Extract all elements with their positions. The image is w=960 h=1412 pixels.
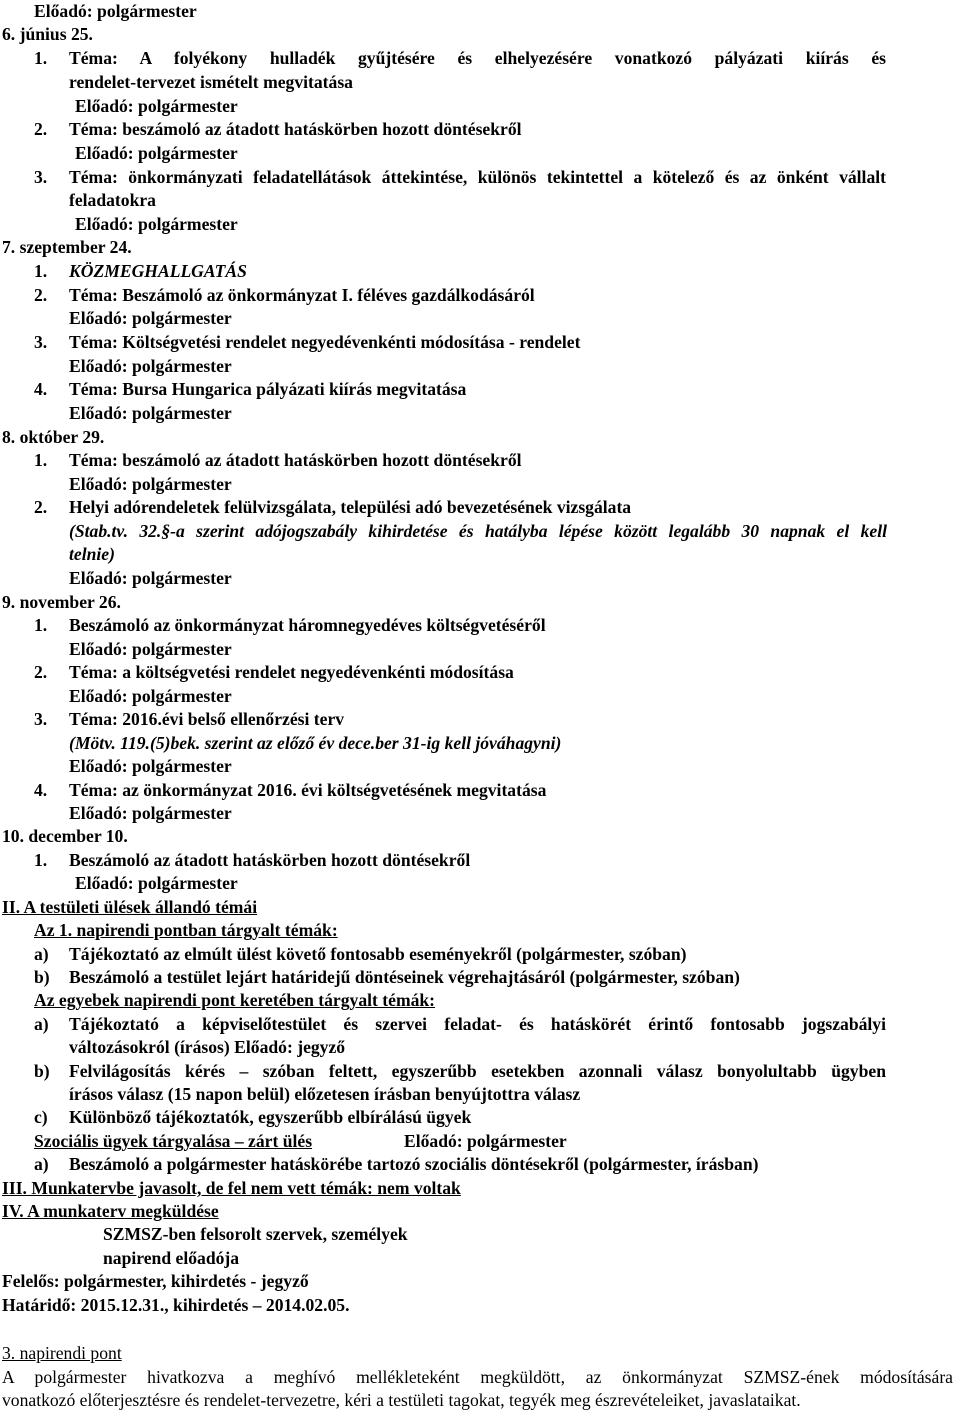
list-marker: 4. <box>34 379 48 399</box>
line-text: Előadó: polgármester <box>69 639 232 659</box>
list-marker: a) <box>34 944 49 964</box>
list-marker: 1. <box>34 615 48 635</box>
line-text: feladatokra <box>69 190 156 210</box>
list-marker: 1. <box>34 450 48 470</box>
list-marker: 2. <box>34 119 48 139</box>
line-text: Előadó: polgármester <box>75 143 238 163</box>
line-text: telnie) <box>69 544 115 564</box>
line-text: napirend előadója <box>103 1248 240 1268</box>
line-text: Szociális ügyek tárgyalása – zárt ülés <box>34 1131 313 1151</box>
line-text: Előadó: polgármester <box>69 356 232 376</box>
list-marker: c) <box>34 1107 48 1127</box>
line-text: Előadó: polgármester <box>69 756 232 776</box>
line-text: Előadó: polgármester <box>69 568 232 588</box>
list-marker: a) <box>34 1014 49 1034</box>
line-text: Beszámoló az önkormányzat háromnegyedéves költségvetéséről <box>69 615 546 635</box>
line-text: Különböző tájékoztatók, egyszerűbb elbírálású ügyek <box>69 1107 472 1127</box>
line-text: Téma: beszámoló az átadott hatáskörben hozott döntésekről <box>69 119 522 139</box>
line-text: Beszámoló a testület lejárt határidejű döntéseinek végrehajtásáról (polgármester, szóban) <box>69 967 740 987</box>
line-text: írásos válasz (15 napon belül) előzetesen írásban benyújtottra válasz <box>69 1084 581 1104</box>
line-text: Előadó: polgármester <box>75 214 238 234</box>
line-text: változásokról (írásos) Előadó: jegyző <box>69 1037 346 1057</box>
line-text: (Stab.tv. 32.§-a szerint adójogszabály kihirdetése és hatályba lépése között legalább 30 napnak el kell <box>69 521 887 541</box>
list-marker: 2. <box>34 285 48 305</box>
line-text: IV. A munkaterv megküldése <box>2 1201 219 1221</box>
line-text: Téma: önkormányzati feladatellátások áttekintése, különös tekintettel a kötelező és az önként vállalt <box>69 167 886 187</box>
line-text: 7. szeptember 24. <box>2 237 132 257</box>
line-text: Előadó: polgármester <box>69 403 232 423</box>
line-text: Az egyebek napirendi pont keretében tárgyalt témák: <box>34 990 436 1010</box>
line-text: Beszámoló az átadott hatáskörben hozott döntésekről <box>69 850 471 870</box>
line-text: Előadó: polgármester <box>69 308 232 328</box>
line-text: vonatkozó előterjesztésre és rendelet-tervezetre, kéri a testületi tagokat, tegyék meg észrevételeiket, javaslataikat. <box>2 1390 801 1410</box>
list-marker: 1. <box>34 850 48 870</box>
line-text: Előadó: polgármester <box>69 686 232 706</box>
list-marker: b) <box>34 1061 50 1081</box>
line-text: Tájékoztató az elmúlt ülést követő fontosabb eseményekről (polgármester, szóban) <box>69 944 687 964</box>
line-text: Előadó: polgármester <box>69 803 232 823</box>
list-marker: 3. <box>34 167 48 187</box>
line-text: II. A testületi ülések állandó témái <box>2 897 258 917</box>
line-text: Az 1. napirendi pontban tárgyalt témák: <box>34 920 338 940</box>
list-marker: 3. <box>34 709 48 729</box>
list-marker: 3. <box>34 332 48 352</box>
line-text: A polgármester hivatkozva a meghívó mellékleteként megküldött, az önkormányzat SZMSZ-ének módosítására <box>2 1367 953 1387</box>
line-text: Téma: Beszámoló az önkormányzat I. féléves gazdálkodásáról <box>69 285 535 305</box>
line-text: Téma: az önkormányzat 2016. évi költségvetésének megvitatása <box>69 780 547 800</box>
line-text: Felvilágosítás kérés – szóban feltett, egyszerűbb esetekben azonnali válasz bonyolultabb ügyben <box>69 1061 886 1081</box>
list-marker: 2. <box>34 497 48 517</box>
line-text: Előadó: polgármester <box>34 1 197 21</box>
line-text: Téma: a költségvetési rendelet negyedévenkénti módosítása <box>69 662 514 682</box>
line-text: KÖZMEGHALLGATÁS <box>69 261 247 281</box>
line-text: 6. június 25. <box>2 24 93 44</box>
line-text: Előadó: polgármester <box>69 474 232 494</box>
line-text: 8. október 29. <box>2 427 105 447</box>
line-text: Tájékoztató a képviselőtestület és szervei feladat- és hatáskörét érintő fontosabb jogszabályi <box>69 1014 886 1034</box>
line-text: Téma: Bursa Hungarica pályázati kiírás megvitatása <box>69 379 467 399</box>
line-text: Téma: 2016.évi belső ellenőrzési terv <box>69 709 345 729</box>
line-text: Téma: A folyékony hulladék gyűjtésére és elhelyezésére vonatkozó pályázati kiírás és <box>69 48 886 68</box>
line-text: 10. december 10. <box>2 826 128 846</box>
list-marker: b) <box>34 967 50 987</box>
line-text: Téma: Költségvetési rendelet negyedévenkénti módosítása - rendelet <box>69 332 581 352</box>
line-text: Előadó: polgármester <box>75 873 238 893</box>
line-text: 3. napirendi pont <box>2 1343 122 1363</box>
line-text: Felelős: polgármester, kihirdetés - jegyző <box>2 1271 309 1291</box>
list-marker: 4. <box>34 780 48 800</box>
line-text: Előadó: polgármester <box>404 1131 567 1151</box>
line-text: 9. november 26. <box>2 592 121 612</box>
line-text: III. Munkatervbe javasolt, de fel nem vett témák: nem voltak <box>2 1178 461 1198</box>
line-text: Határidő: 2015.12.31., kihirdetés – 2014.02.05. <box>2 1295 350 1315</box>
list-marker: 1. <box>34 48 48 68</box>
line-text: (Mötv. 119.(5)bek. szerint az előző év dece.ber 31-ig kell jóváhagyni) <box>69 733 562 753</box>
line-text: Helyi adórendeletek felülvizsgálata, települési adó bevezetésének vizsgálata <box>69 497 632 517</box>
line-text: Téma: beszámoló az átadott hatáskörben hozott döntésekről <box>69 450 522 470</box>
line-text: rendelet-tervezet ismételt megvitatása <box>69 72 353 92</box>
line-text: Előadó: polgármester <box>75 96 238 116</box>
list-marker: a) <box>34 1154 49 1174</box>
list-marker: 2. <box>34 662 48 682</box>
line-text: SZMSZ-ben felsorolt szervek, személyek <box>103 1224 408 1244</box>
line-text: Beszámoló a polgármester hatáskörébe tartozó szociális döntésekről (polgármester, írásban) <box>69 1154 759 1174</box>
list-marker: 1. <box>34 261 48 281</box>
